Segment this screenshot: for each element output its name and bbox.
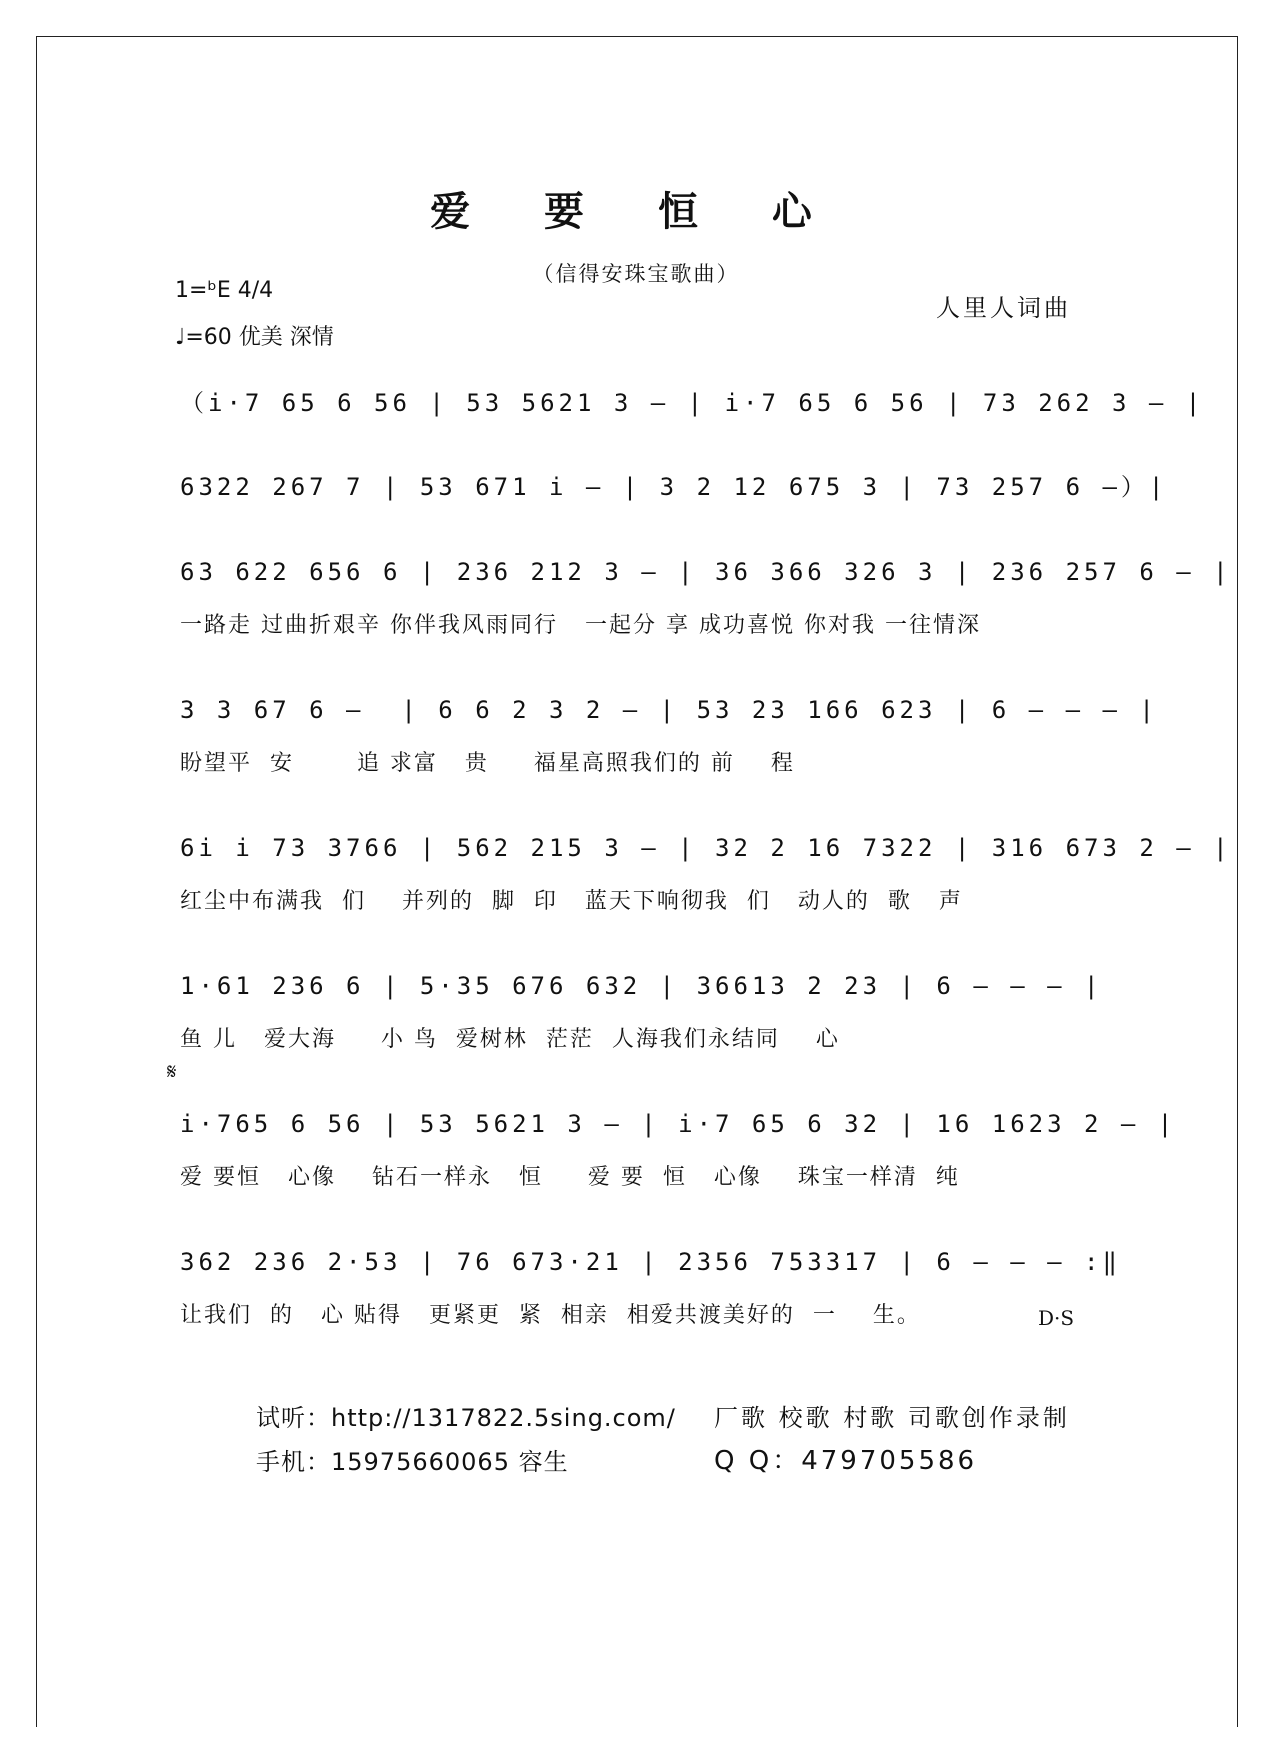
song-subtitle: （信得安珠宝歌曲） xyxy=(532,262,740,286)
notation-line: 3 3 67 6 – | 6 6 2 3 2 – | 53 23 166 623 | 6 – – – | xyxy=(180,696,1158,724)
notation-line: 362 236 2·53 | 76 673·21 | 2356 753317 | 6 – – – :‖ xyxy=(180,1248,1121,1276)
lyrics-line: 让我们 的 心 贴得 更紧更 紧 相亲 相爱共渡美好的 一 生。 xyxy=(180,1303,921,1328)
lyrics-line: 鱼 儿 爱大海 小 鸟 爱树林 茫茫 人海我们永结同 心 xyxy=(180,1027,840,1052)
lyrics-line: 红尘中布满我 们 并列的 脚 印 蓝天下响彻我 们 动人的 歌 声 xyxy=(180,889,963,914)
lyrics-line: 爱 要恒 心像 钻石一样永 恒 爱 要 恒 心像 珠宝一样清 纯 xyxy=(180,1165,960,1190)
qq-contact: Q Q：479705586 xyxy=(714,1446,978,1476)
notation-line: （i·7 65 6 56 | 53 5621 3 – | i·7 65 6 56 | 73 262 3 – | xyxy=(180,388,1205,417)
notation-line: i·765 6 56 | 53 5621 3 – | i·7 65 6 32 | 16 1623 2 – | xyxy=(180,1110,1177,1138)
phone-contact: 手机：15975660065 容生 xyxy=(256,1448,569,1476)
notation-line: 6322 267 7 | 53 671 i – | 3 2 12 675 3 | 73 257 6 –）| xyxy=(180,472,1168,501)
composer-credit: 人里人词曲 xyxy=(936,294,1071,322)
tempo-marking: ♩=60 优美 深情 xyxy=(175,325,334,350)
segno-sign: 𝄋 xyxy=(167,1060,177,1085)
notation-line: 6i i 73 3766 | 562 215 3 – | 32 2 16 7322 | 316 673 2 – | xyxy=(180,834,1232,862)
notation-line: 63 622 656 6 | 236 212 3 – | 36 366 326 3 | 236 257 6 – | xyxy=(180,558,1232,586)
listen-link[interactable]: 试听：http://1317822.5sing.com/ xyxy=(256,1404,676,1432)
notation-line: 1·61 236 6 | 5·35 676 632 | 36613 2 23 | 6 – – – | xyxy=(180,972,1103,1000)
song-title: 爱 要 恒 心 xyxy=(430,188,842,235)
service-slogan: 厂歌 校歌 村歌 司歌创作录制 xyxy=(714,1404,1070,1432)
key-signature: 1=ᵇE 4/4 xyxy=(175,278,274,303)
dal-segno-mark: D·S xyxy=(1038,1306,1075,1330)
lyrics-line: 盼望平 安 追 求富 贵 福星高照我们的 前 程 xyxy=(180,751,795,776)
lyrics-line: 一路走 过曲折艰辛 你伴我风雨同行 一起分 享 成功喜悦 你对我 一往情深 xyxy=(180,613,981,638)
